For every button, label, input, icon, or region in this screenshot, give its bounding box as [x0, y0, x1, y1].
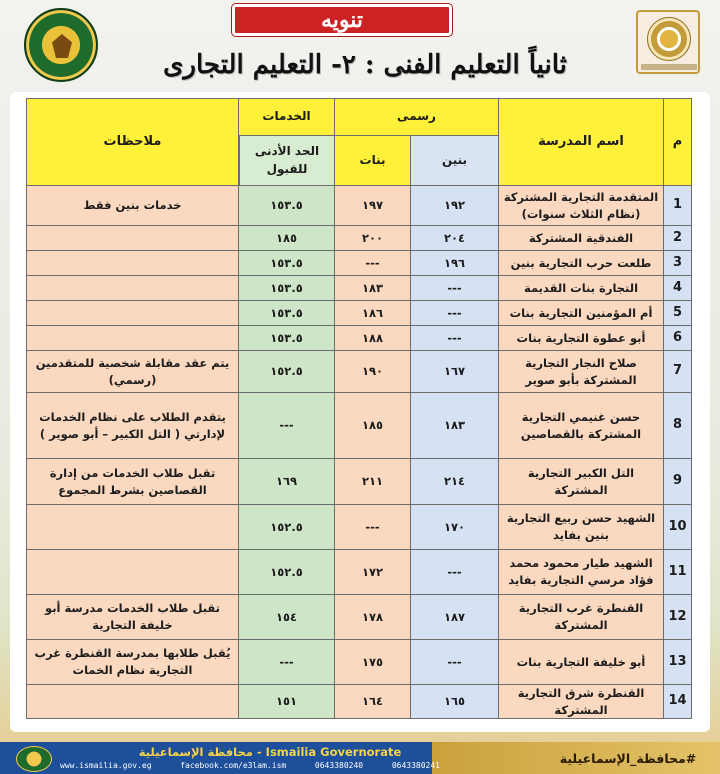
- boys-score-cell: ---: [411, 276, 499, 301]
- school-name-cell: القنطرة غرب التجارية المشتركة: [499, 595, 664, 640]
- row-number: 3: [664, 251, 692, 276]
- notes-cell: [26, 251, 239, 276]
- boys-score-cell: ٢٠٤: [411, 226, 499, 251]
- table-row: [26, 226, 692, 251]
- row-number: 10: [664, 505, 692, 550]
- services-min-cell: ١٦٩: [239, 459, 335, 505]
- notes-cell: [26, 226, 239, 251]
- school-name-cell: أبو عطوة التجارية بنات: [499, 326, 664, 351]
- services-min-cell: ١٥١: [239, 685, 335, 719]
- notes-cell: يتقدم الطلاب على نظام الخدمات لإدارتي ( التل الكبير – أبو صوير ): [26, 393, 239, 459]
- header-boys: بنين: [411, 136, 499, 186]
- table-row: [26, 301, 692, 326]
- directorate-logo-icon: [636, 10, 700, 74]
- table-row: [26, 326, 692, 351]
- girls-score-cell: ٢١١: [335, 459, 411, 505]
- boys-score-cell: ١٩٦: [411, 251, 499, 276]
- table-row: [26, 251, 692, 276]
- services-min-cell: ١٥٢.٥: [239, 505, 335, 550]
- girls-score-cell: ---: [335, 505, 411, 550]
- girls-score-cell: ١٧٢: [335, 550, 411, 595]
- footer-contacts: [60, 759, 440, 771]
- table-row: [26, 595, 692, 640]
- boys-score-cell: ٢١٤: [411, 459, 499, 505]
- services-min-cell: ١٥٣.٥: [239, 251, 335, 276]
- row-number: 7: [664, 351, 692, 393]
- girls-score-cell: ٢٠٠: [335, 226, 411, 251]
- footer-phone1: 0643380240: [314, 760, 364, 770]
- girls-score-cell: ١٨٥: [335, 393, 411, 459]
- row-number: 11: [664, 550, 692, 595]
- table-row: [26, 186, 692, 226]
- notes-cell: [26, 326, 239, 351]
- row-number: 13: [664, 640, 692, 685]
- footer-title: محافظة الإسماعيلية - Ismailia Governorate: [138, 745, 402, 759]
- page-title: ثانياً التعليم الفنى : ٢- التعليم التجارى: [163, 50, 567, 80]
- header-official: رسمى: [335, 98, 499, 136]
- header-services: الخدمات: [239, 98, 335, 136]
- notes-cell: [26, 301, 239, 326]
- school-name-cell: المتقدمة التجارية المشتركة (نظام الثلاث سنوات): [499, 186, 664, 226]
- girls-score-cell: ---: [335, 251, 411, 276]
- services-min-cell: ١٥٣.٥: [239, 301, 335, 326]
- table-row: [26, 351, 692, 393]
- row-number: 12: [664, 595, 692, 640]
- notes-cell: يُقبل طلابها بمدرسة القنطرة غرب التجارية نظام الخمات: [26, 640, 239, 685]
- school-name-cell: الفندقية المشتركة: [499, 226, 664, 251]
- table-row: [26, 276, 692, 301]
- table-row: [26, 640, 692, 685]
- row-number: 8: [664, 393, 692, 459]
- header-girls: بنات: [335, 136, 411, 186]
- row-number: 6: [664, 326, 692, 351]
- schools-table: [26, 98, 692, 719]
- footer-logo-icon: [16, 746, 52, 772]
- school-name-cell: التل الكبير التجارية المشتركة: [499, 459, 664, 505]
- girls-score-cell: ١٨٨: [335, 326, 411, 351]
- girls-score-cell: ١٩٠: [335, 351, 411, 393]
- notes-cell: [26, 505, 239, 550]
- notes-cell: خدمات بنين فقط: [26, 186, 239, 226]
- notes-cell: تقبل طلاب الخدمات مدرسة أبو خليفة التجارية: [26, 595, 239, 640]
- girls-score-cell: ١٨٣: [335, 276, 411, 301]
- row-number: 4: [664, 276, 692, 301]
- row-number: 2: [664, 226, 692, 251]
- footer-phone2: 0643380241: [391, 760, 440, 770]
- table-row: [26, 459, 692, 505]
- girls-score-cell: ١٩٧: [335, 186, 411, 226]
- services-min-cell: ١٥٣.٥: [239, 186, 335, 226]
- footer-facebook[interactable]: facebook.com/e3lam.ism: [180, 760, 287, 770]
- notes-cell: [26, 276, 239, 301]
- governorate-logo-icon: [24, 8, 98, 82]
- table-row: [26, 685, 692, 719]
- boys-score-cell: ١٨٧: [411, 595, 499, 640]
- notes-cell: [26, 550, 239, 595]
- services-min-cell: ١٥٣.٥: [239, 276, 335, 301]
- notes-cell: [26, 685, 239, 719]
- boys-score-cell: ١٦٥: [411, 685, 499, 719]
- boys-score-cell: ---: [411, 326, 499, 351]
- footer-website[interactable]: www.ismailia.gov.eg: [60, 760, 152, 770]
- header-m: م: [664, 98, 692, 186]
- row-number: 9: [664, 459, 692, 505]
- school-name-cell: طلعت حرب التجارية بنين: [499, 251, 664, 276]
- girls-score-cell: ١٦٤: [335, 685, 411, 719]
- boys-score-cell: ١٦٧: [411, 351, 499, 393]
- girls-score-cell: ١٧٨: [335, 595, 411, 640]
- services-min-cell: ---: [239, 393, 335, 459]
- school-name-cell: أبو خليفة التجارية بنات: [499, 640, 664, 685]
- boys-score-cell: ١٧٠: [411, 505, 499, 550]
- boys-score-cell: ---: [411, 550, 499, 595]
- row-number: 1: [664, 186, 692, 226]
- school-name-cell: الشهيد طيار محمود محمد فؤاد مرسي التجارية بفايد: [499, 550, 664, 595]
- boys-score-cell: ١٨٣: [411, 393, 499, 459]
- school-name-cell: أم المؤمنين التجارية بنات: [499, 301, 664, 326]
- row-number: 5: [664, 301, 692, 326]
- footer-hashtag: #محافظة_الإسماعيلية: [559, 750, 697, 766]
- services-min-cell: ١٥٢.٥: [239, 550, 335, 595]
- notice-badge: تنويه: [232, 4, 452, 36]
- table-row: [26, 550, 692, 595]
- boys-score-cell: ---: [411, 301, 499, 326]
- school-name-cell: التجارة بنات القديمة: [499, 276, 664, 301]
- services-min-cell: ١٥٢.٥: [239, 351, 335, 393]
- services-min-cell: ١٥٤: [239, 595, 335, 640]
- services-min-cell: ---: [239, 640, 335, 685]
- boys-score-cell: ---: [411, 640, 499, 685]
- services-min-cell: ١٨٥: [239, 226, 335, 251]
- header-min: الحد الأدنى للقبول: [239, 136, 335, 186]
- row-number: 14: [664, 685, 692, 719]
- girls-score-cell: ١٨٦: [335, 301, 411, 326]
- table-row: [26, 393, 692, 459]
- school-name-cell: القنطرة شرق التجارية المشتركة: [499, 685, 664, 719]
- boys-score-cell: ١٩٢: [411, 186, 499, 226]
- school-name-cell: صلاح النجار التجارية المشتركة بأبو صوير: [499, 351, 664, 393]
- notes-cell: تقبل طلاب الخدمات من إدارة القصاصين بشرط المجموع: [26, 459, 239, 505]
- services-min-cell: ١٥٣.٥: [239, 326, 335, 351]
- table-row: [26, 505, 692, 550]
- header-notes: ملاحظات: [26, 98, 239, 186]
- school-name-cell: حسن غنيمي التجارية المشتركة بالقصاصين: [499, 393, 664, 459]
- header-school: اسم المدرسة: [499, 98, 664, 186]
- girls-score-cell: ١٧٥: [335, 640, 411, 685]
- notes-cell: يتم عقد مقابلة شخصية للمتقدمين (رسمي): [26, 351, 239, 393]
- school-name-cell: الشهيد حسن ربيع التجارية بنين بفايد: [499, 505, 664, 550]
